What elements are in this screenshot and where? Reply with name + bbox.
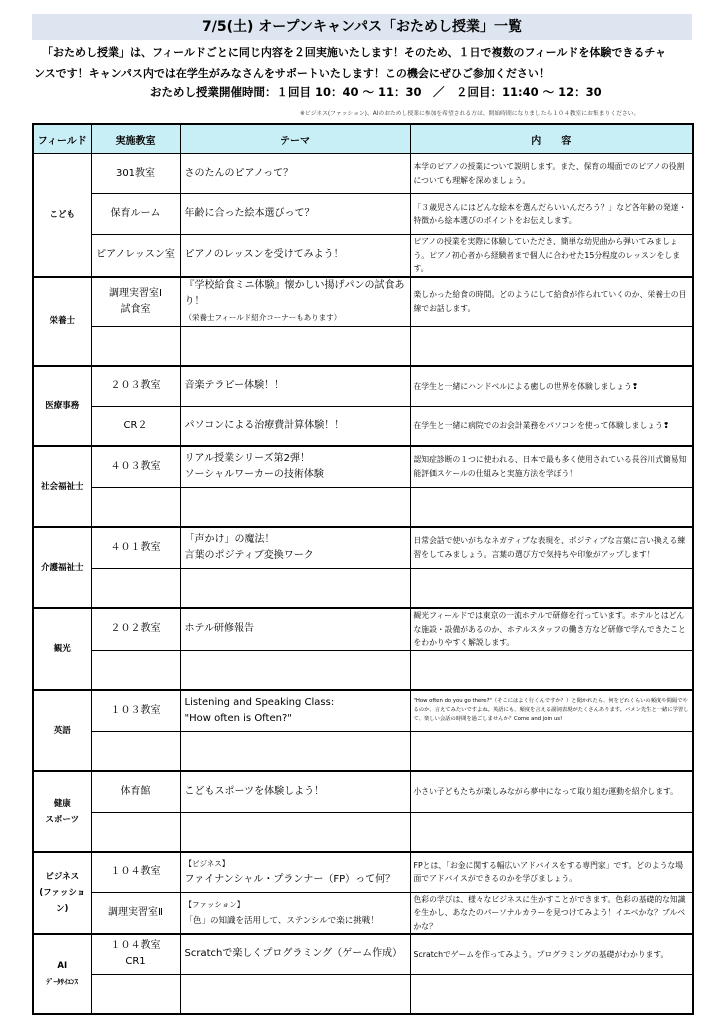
theme-cell [180,277,410,327]
table-row [33,974,693,1014]
theme-cell [180,527,410,568]
room-cell: 体育館 [91,771,180,812]
theme-cell [180,690,410,731]
header-field: フィールド [33,124,91,154]
table-row [33,690,693,731]
desc-cell-empty [410,650,693,690]
room-cell: 調理実習室Ⅰ 試食室 [91,277,180,327]
field-kaigo: 介護福祉士 [33,527,91,608]
table-row [33,235,693,277]
field-line: スポーツ [45,814,80,825]
field-iryou: 医療事務 [33,366,91,446]
header-room: 実施教室 [91,124,180,154]
theme-cell-empty [180,812,410,852]
theme-cell-empty [180,974,410,1014]
desc-cell: 認知症診断の１つに使われる、日本で最も多く使用されている長谷川式簡易知能評価スケールの仕組みと実施方法を学ぼう！ [410,446,693,487]
theme-subtext: （栄養士フィールド紹介コーナーもあります） [184,312,342,322]
room-cell: 301教室 [91,154,180,194]
meeting-note: ※ビジネス(ファッション)、AIのおためし授業に参加を希望される方は、開始時間になりましたら１０４教室にお集まりください。 [300,111,640,117]
room-cell: 調理実習室Ⅱ [91,892,180,934]
theme-cell-empty [180,487,410,527]
field-line: ビジネス [45,872,80,882]
header-desc: 内 容 [410,124,693,154]
room-cell-empty [91,812,180,852]
room-cell: CR２ [91,406,180,446]
theme-cell: パソコンによる治療費計算体験！！ [180,406,410,446]
table-row [33,326,693,366]
theme-cell [180,852,410,892]
page-title: 7/5(土) オープンキャンパス「おためし授業」一覧 [32,14,692,40]
field-kodomo: こども [33,154,91,277]
table-row [33,154,693,194]
table-row [33,731,693,771]
intro-text [34,42,694,84]
desc-cell-empty [410,731,693,771]
table-header-row [33,124,693,154]
theme-text: リアル授業シリーズ第2弾！ [184,452,310,464]
header-theme: テーマ [180,124,410,154]
field-eiyou: 栄養士 [33,277,91,367]
theme-cell-empty [180,568,410,608]
desc-cell: Scratchでゲームを作ってみよう。プログラミングの基礎がわかります。 [410,934,693,974]
table-row [33,487,693,527]
table-row [33,852,693,892]
theme-cell [180,892,410,934]
room-cell-empty [91,568,180,608]
theme-tag: 【ビジネス】 [184,859,230,869]
desc-cell-empty [410,568,693,608]
field-kankou: 観光 [33,608,91,690]
intro-line-1: 「おためし授業」は、フィールドごとに同じ内容を２回実施いたします！そのため、１日で複数のフィールドを体験できるチャ [42,46,667,59]
table-row [33,446,693,487]
desc-cell: 観光フィールドでは東京の一流ホテルで研修を行っています。ホテルとはどんな施設・設備があるのか、ホテルスタッフの働き方など研修で学んできたことをわかりやすく解説します。 [410,608,693,650]
room-cell: １０４教室 [91,852,180,892]
room-line: １０４教室 [110,940,161,952]
session-times: おためし授業開催時間：１回目 10：40 ～ 11：30 ／ ２回目：11:40 ～ 12：30 [150,85,602,99]
table-row [33,608,693,650]
room-cell: ２０２教室 [91,608,180,650]
desc-cell-empty [410,812,693,852]
desc-cell: 「３歳児さんにはどんな絵本を選んだらいいんだろう？」など各年齢の発達・特徴から絵本選びのポイントをお伝えします。 [410,194,693,235]
theme-cell: さのたんのピアノって？ [180,154,410,194]
table-row [33,568,693,608]
desc-cell: 小さい子どもたちが楽しみながら夢中になって取り組む運動を紹介します。 [410,771,693,812]
theme-cell-empty [180,326,410,366]
table-row [33,892,693,934]
table-row [33,771,693,812]
theme-cell-empty [180,650,410,690]
room-cell-empty [91,487,180,527]
table-row [33,527,693,568]
field-kenkou [33,771,91,852]
field-line: 健康 [53,798,71,809]
desc-cell: 在学生と一緒に病院でのお会計業務をパソコンを使って体験しましょう❢ [410,406,693,446]
theme-text: ファイナンシャル・プランナー（FP）って何？ [184,874,396,886]
room-cell: ピアノレッスン室 [91,235,180,277]
desc-cell: 楽しかった給食の時間。どのようにして給食が作られていくのか、栄養士の目線でお話します。 [410,277,693,327]
theme-tag: 【ファッション】 [184,899,245,909]
table-row [33,366,693,406]
theme-cell: Scratchで楽しくプログラミング（ゲーム作成） [180,934,410,974]
intro-line-2: ンスです！キャンパス内では在学生がみなさんをサポートいたします！この機会にぜひご参加ください！ [34,67,550,80]
desc-cell: ピアノの授業を実際に体験していただき、簡単な幼児曲から弾いてみましょう。ピアノ初心者から経験者まで個人に合わせた15分程度のレッスンをします。 [410,235,693,277]
theme-cell: ピアノのレッスンを受けてみよう！ [180,235,410,277]
theme-text: 「色」の知識を活用して、ステンシルで楽に挑戦！ [184,915,379,926]
room-cell: １０３教室 [91,690,180,731]
desc-cell-empty [410,326,693,366]
theme-cell: 音楽テラピー体験！！ [180,366,410,406]
room-cell-empty [91,974,180,1014]
desc-cell-empty [410,487,693,527]
desc-cell-empty [410,974,693,1014]
table-row [33,934,693,974]
theme-text: "How often is Often?" [184,712,292,724]
theme-text: 言葉のポジティブ変換ワーク [184,549,314,561]
room-cell-empty [91,650,180,690]
field-line: ﾃﾞｰﾀｻｲｴﾝｽ [46,978,78,986]
room-cell: ４０１教室 [91,527,180,568]
room-cell: 保育ルーム [91,194,180,235]
room-cell-empty [91,731,180,771]
desc-cell: 色彩の学びは、様々なビジネスに生かすことができます。色彩の基礎的な知識を生かし、あなたのパーソナルカラーを見つけてみよう！イエベかな？ブルベかな？ [410,892,693,934]
desc-cell: "How often do you go there?"（そこにはよく行くんですか？）と聞かれたら、何をどれくらいの頻度や間隔でやるのか、言えてみたいですよね。英語にも、頻度を言える副詞表現がたくさんあります。バメン先生と一緒に学習して、楽しい会話の時間を過ごしませんか？Come and join us! [410,690,693,731]
theme-cell: 年齢に合った絵本選びって？ [180,194,410,235]
room-cell: ２０３教室 [91,366,180,406]
room-cell: ４０３教室 [91,446,180,487]
field-line: AI [57,961,68,971]
field-line: (ファッション) [39,888,86,914]
table-row [33,812,693,852]
table-row [33,406,693,446]
field-eigo: 英語 [33,690,91,771]
desc-cell: 本学のピアノの授業について説明します。また、保育の場面でのピアノの役割についても理解を深めましょう。 [410,154,693,194]
field-shakai: 社会福祉士 [33,446,91,527]
theme-text: ソーシャルワーカーの技術体験 [184,468,324,480]
theme-cell: こどもスポーツを体験しよう！ [180,771,410,812]
table-row [33,277,693,327]
theme-cell-empty [180,731,410,771]
trial-class-table [32,123,694,1015]
theme-text: 「声かけ」の魔法！ [184,533,275,545]
room-line: CR1 [125,956,146,968]
field-business [33,852,91,934]
field-ai [33,934,91,1014]
theme-text: 『学校給食ミニ体験』懐かしい揚げパンの試食あり！ [184,279,405,307]
theme-text: Listening and Speaking Class: [184,696,335,708]
theme-cell [180,446,410,487]
table-row [33,650,693,690]
theme-cell: ホテル研修報告 [180,608,410,650]
desc-cell: 在学生と一緒にハンドベルによる癒しの世界を体験しましょう❢ [410,366,693,406]
desc-cell: 日常会話で使いがちなネガティブな表現を、ポジティブな言葉に言い換える練習をしてみましょう。言葉の選び方で気持ちや印象がアップします！ [410,527,693,568]
room-cell [91,934,180,974]
desc-cell: FPとは、「お金に関する幅広いアドバイスをする専門家」です。どのような場面でアドバイスができるのかを学びましょう。 [410,852,693,892]
room-cell-empty [91,326,180,366]
table-row [33,194,693,235]
